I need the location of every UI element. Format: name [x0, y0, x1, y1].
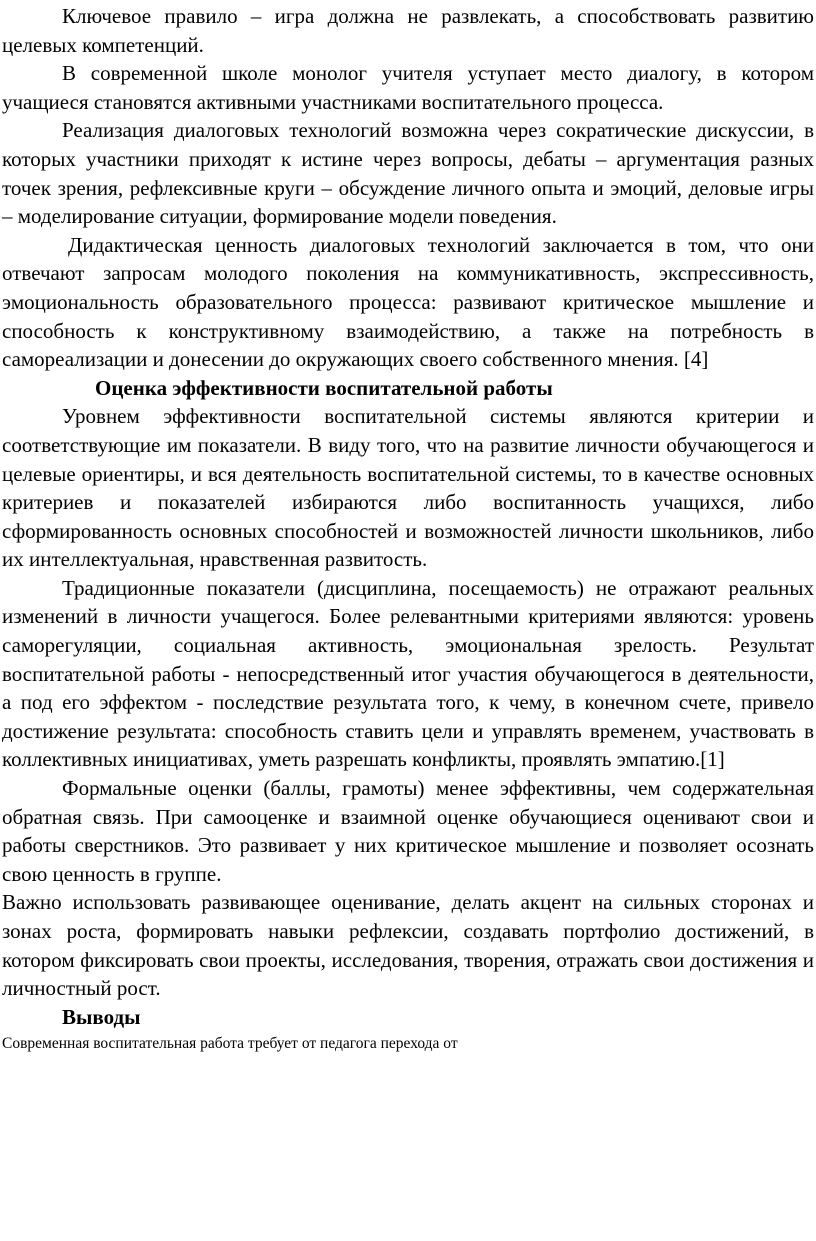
- paragraph-conclusion-start: Современная воспитательная работа требует от педагога перехода от: [2, 1035, 458, 1053]
- paragraph-effectiveness-level: Уровнем эффективности воспитательной системы являются критерии и соответствующие им показатели. В виду того, что на развитие личности обучающегося и целевые ориентиры, и вся деятельность воспитательной системы, то в качестве основных критериев и показателей избираются либо воспитанность учащихся, либо сформированность основных способностей и возможностей личности школьников, либо их интеллектуальная, нравственная развитость.: [2, 404, 814, 572]
- heading-conclusions: Выводы: [62, 1004, 141, 1029]
- heading-evaluation: Оценка эффективности воспитательной работы: [95, 375, 553, 400]
- paragraph-traditional-indicators: Традиционные показатели (дисциплина, посещаемость) не отражают реальных изменений в личности учащегося. Более релевантными критериями являются: уровень саморегуляции, социальная активность, эмоциональная зрелость. Результат воспитательной работы - непосредственный итог участия обучающегося в деятельности, а под его эффектом - последствие результата того, к чему, в конечном счете, привело достижение результата: способность ставить цели и управлять временем, участвовать в коллективных инициативах, уметь разрешать конфликты, проявлять эмпатию.[1]: [2, 575, 814, 772]
- paragraph-dialogue: В современной школе монолог учителя уступает место диалогу, в котором учащиеся становятся активными участниками воспитательного процесса.: [2, 61, 814, 114]
- paragraph-formal-assessment: Формальные оценки (баллы, грамоты) менее эффективны, чем содержательная обратная связь. При самооценке и взаимной оценке обучающиеся оценивают свои и работы сверстников. Это развивает у них критическое мышление и позволяет осознать свою ценность в группе.: [2, 776, 814, 886]
- paragraph-developmental-assessment: Важно использовать развивающее оценивание, делать акцент на сильных сторонах и зонах роста, формировать навыки рефлексии, создавать портфолио достижений, в котором фиксировать свои проекты, исследования, творения, отражать свои достижения и личностный рост.: [2, 890, 814, 1001]
- paragraph-didactic-value: Дидактическая ценность диалоговых технологий заключается в том, что они отвечают запросам молодого поколения на коммуникативность, экспрессивность, эмоциональность образовательного процесса: развивают критическое мышление и способность к конструктивному взаимодействию, а также на потребность в самореализации и донесении до окружающих своего собственного мнения. [4]: [2, 232, 814, 372]
- paragraph-key-rule: Ключевое правило – игра должна не развлекать, а способствовать развитию целевых компетенций.: [2, 4, 814, 57]
- paragraph-dialogue-technologies: Реализация диалоговых технологий возможна через сократические дискуссии, в которых участники приходят к истине через вопросы, дебаты – аргументация разных точек зрения, рефлексивные круги – обсуждение личного опыта и эмоций, деловые игры – моделирование ситуации, формирование модели поведения.: [2, 118, 814, 229]
